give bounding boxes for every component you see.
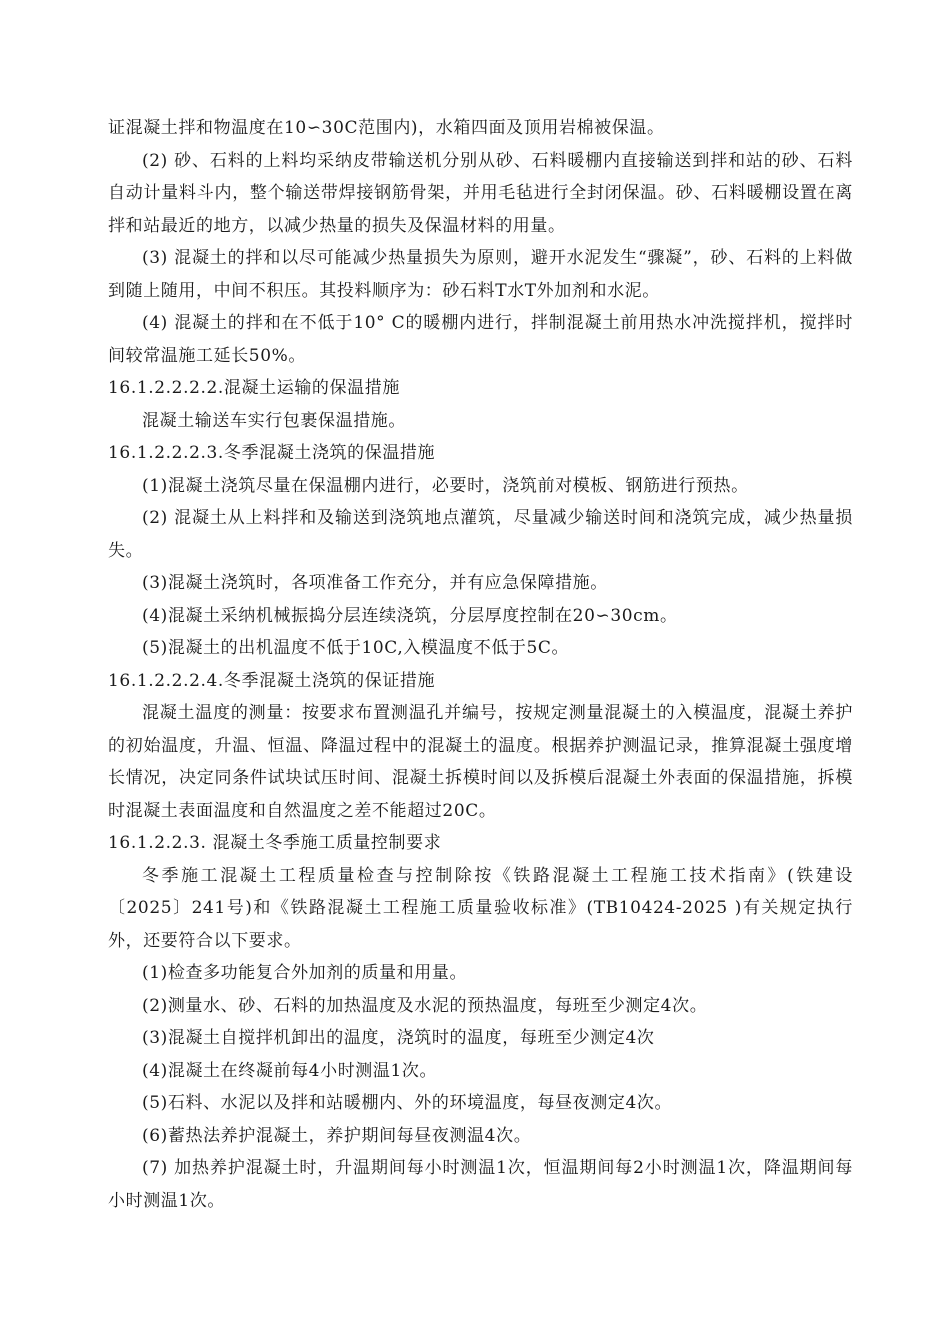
paragraph-quality-intro: 冬季施工混凝土工程质量检查与控制除按《铁路混凝土工程施工技术指南》(铁建设〔2025〕241号)和《铁路混凝土工程施工质量验收标准》(TB10424-2025 )有关规定执行外，还要符合以下要求。 (108, 865, 853, 951)
section-heading-pouring-assurance: 16.1.2.2.2.4.冬季混凝土浇筑的保证措施 (108, 670, 436, 691)
paragraph-item-3: (3) 混凝土的拌和以尽可能减少热量损失为原则，避开水泥发生“骤凝”，砂、石料的上料做到随上随用，中间不积压。其投料顺序为：砂石料T水T外加剂和水泥。 (108, 248, 853, 301)
section-heading-pouring-insulation: 16.1.2.2.2.3.冬季混凝土浇筑的保温措施 (108, 443, 436, 463)
paragraph-pouring-1: (1)混凝土浇筑尽量在保温棚内进行，必要时，浇筑前对模板、钢筋进行预热。 (142, 475, 749, 496)
paragraph-quality-4: (4)混凝土在终凝前每4小时测温1次。 (142, 1060, 438, 1081)
paragraph-continuation: 证混凝土拌和物温度在10∽30C范围内)，水箱四面及顶用岩棉被保温。 (108, 118, 665, 138)
paragraph-quality-1: (1)检查多功能复合外加剂的质量和用量。 (142, 963, 468, 983)
paragraph-quality-6: (6)蓄热法养护混凝土，养护期间每昼夜测温4次。 (142, 1125, 532, 1146)
paragraph-transport: 混凝土输送车实行包裹保温措施。 (142, 410, 406, 431)
section-heading-transport: 16.1.2.2.2.2.混凝土运输的保温措施 (108, 378, 400, 398)
paragraph-quality-7: (7) 加热养护混凝土时，升温期间每小时测温1次，恒温期间每2小时测温1次，降温期间每小时测温1次。 (108, 1158, 853, 1211)
paragraph-pouring-3: (3)混凝土浇筑时，各项准备工作充分，并有应急保障措施。 (142, 573, 608, 593)
paragraph-item-4: (4) 混凝土的拌和在不低于10° C的暖棚内进行，拌制混凝土前用热水冲洗搅拌机，搅拌时间较常温施工延长50%。 (108, 313, 853, 366)
paragraph-quality-5: (5)石料、水泥以及拌和站暖棚内、外的环境温度，每昼夜测定4次。 (142, 1093, 673, 1113)
document-page (108, 112, 853, 1217)
paragraph-item-2: (2) 砂、石料的上料均采纳皮带输送机分别从砂、石料暖棚内直接输送到拌和站的砂、石料自动计量料斗内，整个输送带焊接钢筋骨架，并用毛毡进行全封闭保温。砂、石料暖棚设置在离拌和站最近的地方，以减少热量的损失及保温材料的用量。 (108, 150, 853, 236)
paragraph-pouring-2: (2) 混凝土从上料拌和及输送到浇筑地点灌筑，尽量减少输送时间和浇筑完成，减少热量损失。 (108, 508, 853, 561)
paragraph-pouring-4: (4)混凝土采纳机械振捣分层连续浇筑，分层厚度控制在20∽30cm。 (142, 605, 678, 626)
paragraph-quality-3: (3)混凝土自搅拌机卸出的温度，浇筑时的温度，每班至少测定4次 (142, 1028, 655, 1048)
paragraph-temperature-measurement: 混凝土温度的测量：按要求布置测温孔并编号，按规定测量混凝土的入模温度，混凝土养护的初始温度，升温、恒温、降温过程中的混凝土的温度。根据养护测温记录，推算混凝土强度增长情况，决定同条件试块试压时间、混凝土拆模时间以及拆模后混凝土外表面的保温措施，拆模时混凝土表面温度和自然温度之差不能超过20C。 (108, 703, 853, 821)
paragraph-quality-2: (2)测量水、砂、石料的加热温度及水泥的预热温度，每班至少测定4次。 (142, 995, 708, 1016)
paragraph-pouring-5: (5)混凝土的出机温度不低于10C,入模温度不低于5C。 (142, 638, 570, 658)
section-heading-quality-control: 16.1.2.2.3. 混凝土冬季施工质量控制要求 (108, 833, 442, 853)
